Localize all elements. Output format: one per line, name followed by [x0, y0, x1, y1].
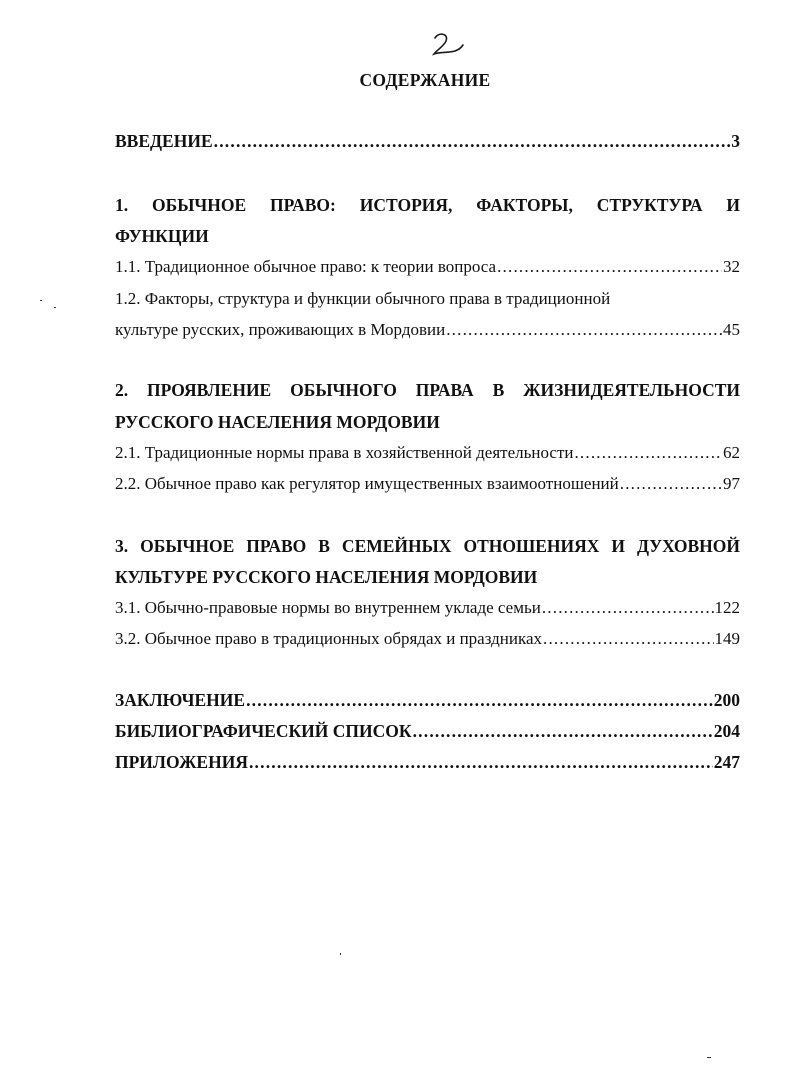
page-title: СОДЕРЖАНИЕ	[359, 70, 491, 90]
toc-leader-dots	[620, 474, 722, 494]
toc-entry-label: 1.1. Традиционное обычное право: к теории вопроса	[115, 257, 497, 276]
toc-entry-1-1	[115, 257, 740, 281]
chapter-3-heading-line2: КУЛЬТУРЕ РУССКОГО НАСЕЛЕНИЯ МОРДОВИИ	[115, 567, 538, 587]
chapter-3-heading-line1: 3. ОБЫЧНОЕ ПРАВО В СЕМЕЙНЫХ ОТНОШЕНИЯХ И ДУХОВНОЙ	[115, 536, 740, 556]
toc-entry-page: 45	[723, 320, 740, 339]
toc-entry-page: 247	[713, 752, 740, 772]
toc-leader-dots	[543, 629, 713, 649]
toc-entry-3-1	[115, 598, 740, 622]
toc-leader-dots	[446, 320, 722, 340]
toc-entry-page: 62	[723, 443, 740, 462]
toc-entry-label: 2.1. Традиционные нормы права в хозяйственной деятельности	[115, 443, 574, 462]
toc-leader-dots	[497, 257, 722, 277]
toc-entry-3-2	[115, 629, 740, 653]
toc-entry-conclusion	[115, 690, 740, 714]
scan-speck	[54, 307, 56, 308]
toc-entry-2-1	[115, 443, 740, 467]
toc-entry-label: 3.2. Обычное право в традиционных обрядах и праздниках	[115, 629, 543, 648]
toc-entry-label: ПРИЛОЖЕНИЯ	[115, 752, 248, 772]
scan-speck	[340, 953, 341, 955]
toc-leader-dots	[413, 721, 713, 742]
toc-leader-dots	[542, 598, 714, 618]
toc-entry-page: 122	[714, 598, 740, 617]
toc-entry-label: ВВЕДЕНИЕ	[115, 131, 213, 151]
toc-entry-1-2	[115, 320, 740, 344]
toc-leader-dots	[249, 752, 713, 773]
toc-entry-label: 3.1. Обычно-правовые нормы во внутреннем укладе семьи	[115, 598, 541, 617]
toc-leader-dots	[574, 443, 722, 463]
toc-entry-intro	[115, 131, 740, 155]
toc-leader-dots	[214, 131, 731, 152]
chapter-2-heading-line1: 2. ПРОЯВЛЕНИЕ ОБЫЧНОГО ПРАВА В ЖИЗНИДЕЯТЕЛЬНОСТИ	[115, 380, 740, 400]
toc-entry-appendices	[115, 752, 740, 776]
toc-entry-page: 204	[713, 721, 740, 741]
toc-entry-label: 2.2. Обычное право как регулятор имущественных взаимоотношений	[115, 474, 619, 493]
toc-entry-2-2	[115, 474, 740, 498]
toc-leader-dots	[246, 690, 713, 711]
toc-entry-page: 200	[713, 690, 740, 710]
toc-entry-label: БИБЛИОГРАФИЧЕСКИЙ СПИСОК	[115, 721, 412, 741]
chapter-2-heading-line2: РУССКОГО НАСЕЛЕНИЯ МОРДОВИИ	[115, 412, 440, 432]
chapter-1-heading-line2: ФУНКЦИИ	[115, 226, 209, 246]
chapter-1-heading-line1: 1. ОБЫЧНОЕ ПРАВО: ИСТОРИЯ, ФАКТОРЫ, СТРУКТУРА И	[115, 195, 740, 215]
toc-entry-page: 3	[731, 131, 740, 151]
toc-entry-bibliography	[115, 721, 740, 745]
handwritten-numeral-mark	[425, 30, 465, 62]
toc-entry-page: 32	[723, 257, 740, 276]
toc-entry-page: 97	[723, 474, 740, 493]
handwritten-page-number	[425, 30, 465, 62]
scan-speck	[707, 1057, 711, 1058]
scan-speck	[40, 300, 42, 301]
toc-entry-page: 149	[714, 629, 740, 648]
toc-entry-1-2-line1: 1.2. Факторы, структура и функции обычного права в традиционной	[115, 289, 611, 308]
toc-entry-label: культуре русских, проживающих в Мордовии	[115, 320, 446, 339]
toc-entry-label: ЗАКЛЮЧЕНИЕ	[115, 690, 246, 710]
